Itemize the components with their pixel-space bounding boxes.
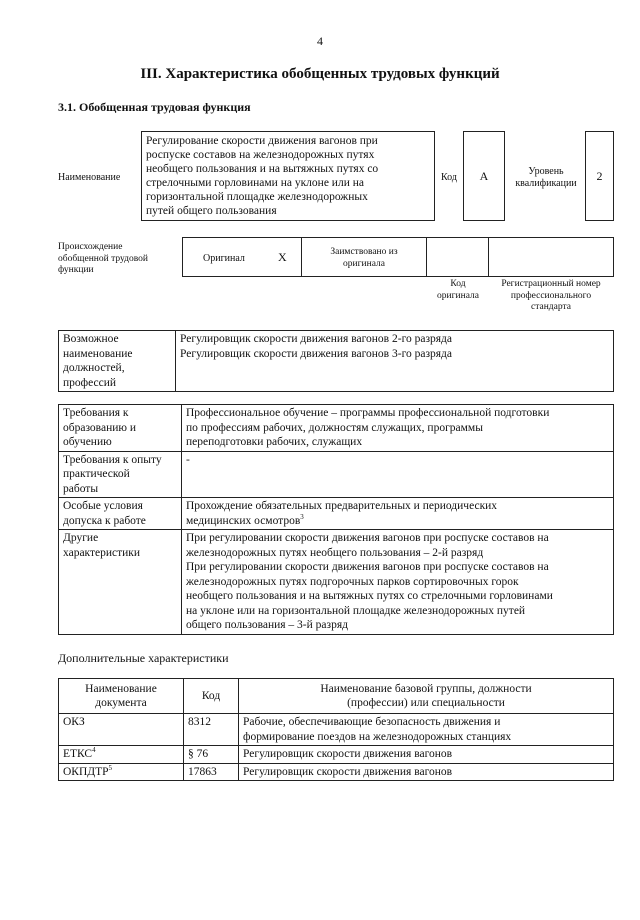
function-name-line: путей общего пользования xyxy=(146,205,277,217)
function-name-line: роспуске составов на железнодорожных путях xyxy=(146,149,375,161)
name-cell xyxy=(239,746,614,764)
requirement-value-line xyxy=(186,514,609,529)
page-number: 4 xyxy=(317,34,323,48)
function-name-line: Регулирование скорости движения вагонов при xyxy=(146,135,378,147)
header-name-line: Наименование базовой группы, должности xyxy=(320,682,532,695)
table-row xyxy=(59,498,614,530)
requirement-label-line: работы xyxy=(63,482,99,495)
origin-original-cell xyxy=(183,238,302,276)
requirement-label xyxy=(59,451,182,498)
header-name xyxy=(239,679,614,714)
requirement-value-line: - xyxy=(186,453,190,466)
position-item: Регулировщик скорости движения вагонов 2-го разряда xyxy=(180,333,453,345)
footnote-marker: 5 xyxy=(108,763,113,772)
table-row xyxy=(59,331,614,392)
origin-label-line: Происхождение xyxy=(58,242,123,252)
requirement-value xyxy=(182,498,614,530)
qualification-level-value: 2 xyxy=(585,131,614,221)
requirement-label xyxy=(59,405,182,452)
doc-name: ЕТКС xyxy=(63,748,93,760)
requirement-value-line: железнодорожных путях подгорочных парков сортировочных горок xyxy=(186,575,519,588)
requirement-value-text: медицинских осмотров xyxy=(186,514,301,527)
section-title: III. Характеристика обобщенных трудовых функций xyxy=(140,66,500,82)
footnote-marker: 3 xyxy=(300,512,304,521)
positions-label-line: должностей, xyxy=(63,362,125,374)
doc-name: ОКЗ xyxy=(63,716,85,728)
code-label: Код xyxy=(441,172,457,183)
code-cell: § 76 xyxy=(184,746,239,764)
origin-borrowed-label-line: Заимствовано из xyxy=(330,247,398,257)
requirement-label-line: Особые условия xyxy=(63,500,143,512)
origin-code-cell xyxy=(428,238,489,276)
table-row xyxy=(59,405,614,452)
registration-number-caption xyxy=(488,279,614,314)
origin-code-caption-line: оригинала xyxy=(437,290,479,301)
requirement-label-line: Требования к опыту xyxy=(63,453,162,466)
requirement-value-line: При регулировании скорости движения вагонов при роспуске составов на xyxy=(186,532,549,544)
origin-label xyxy=(58,242,148,277)
requirements-table xyxy=(58,404,614,635)
requirement-label xyxy=(59,498,182,530)
header-code: Код xyxy=(184,679,239,714)
requirement-label xyxy=(59,530,182,635)
registration-number-caption-line: Регистрационный номер xyxy=(501,279,601,289)
code-value: A xyxy=(463,131,505,221)
header-doc xyxy=(59,679,184,714)
positions-table xyxy=(58,330,614,392)
requirement-value xyxy=(182,530,614,635)
function-name-line: горизонтальной площадке железнодорожных xyxy=(146,191,368,203)
requirement-label-line: Требования к xyxy=(63,407,129,419)
qualification-level-label-line: квалификации xyxy=(515,178,577,189)
positions-values xyxy=(176,331,614,392)
name-line: Рабочие, обеспечивающие безопасность движения и xyxy=(243,716,501,728)
table-row xyxy=(59,530,614,635)
doc-name: ОКПДТР xyxy=(63,765,109,778)
header-doc-line: документа xyxy=(95,697,147,709)
table-row xyxy=(59,451,614,498)
requirement-value-line: общего пользования – 3-й разряд xyxy=(186,619,348,631)
function-name-line: необщего пользования и на вытяжных путях со xyxy=(146,163,379,175)
requirement-label-line: практической xyxy=(63,468,130,480)
positions-label-line: наименование xyxy=(63,347,133,360)
header-doc-line: Наименование xyxy=(85,682,157,695)
table-row xyxy=(59,714,614,746)
doc-cell xyxy=(59,763,184,781)
function-name-box xyxy=(141,131,435,221)
origin-original-label: Оригинал xyxy=(203,253,245,264)
additional-table xyxy=(58,678,614,781)
requirement-value-line: Профессиональное обучение – программы профессиональной подготовки xyxy=(186,407,550,419)
position-item: Регулировщик скорости движения вагонов 3-го разряда xyxy=(180,347,453,360)
requirement-label-line: допуска к работе xyxy=(63,514,146,527)
requirement-label-line: характеристики xyxy=(63,546,141,559)
qualification-level-label-line: Уровень xyxy=(528,166,564,177)
origin-label-line: обобщенной трудовой xyxy=(58,253,148,264)
table-row xyxy=(59,679,614,714)
name-cell xyxy=(239,763,614,781)
name-line: Регулировщик скорости движения вагонов xyxy=(243,748,453,760)
doc-cell xyxy=(59,746,184,764)
qualification-level-label xyxy=(508,166,584,190)
name-label: Наименование xyxy=(58,172,121,183)
name-line: формирование поездов на железнодорожных станциях xyxy=(243,730,512,743)
requirement-value-line: необщего пользования и на вытяжных путях со стрелочными горловинами xyxy=(186,590,553,602)
origin-table xyxy=(182,237,614,277)
footnote-marker: 4 xyxy=(92,746,96,755)
origin-label-line: функции xyxy=(58,265,94,275)
requirement-value-line: переподготовки рабочих, служащих xyxy=(186,436,363,448)
origin-original-mark: X xyxy=(278,250,287,264)
requirement-label-line: Другие xyxy=(63,532,99,544)
origin-code-caption-line: Код xyxy=(450,279,466,289)
registration-number-caption-line: стандарта xyxy=(531,302,571,312)
code-cell: 17863 xyxy=(184,763,239,781)
requirement-value-line: на уклоне или на горизонтальной площадке железнодорожных путей xyxy=(186,604,526,617)
requirement-value-line: При регулировании скорости движения вагонов при роспуске составов на xyxy=(186,561,549,573)
code-cell: 8312 xyxy=(184,714,239,746)
registration-number-caption-line: профессионального xyxy=(510,290,592,301)
requirement-value xyxy=(182,451,614,498)
positions-label xyxy=(59,331,176,392)
additional-caption: Дополнительные характеристики xyxy=(58,651,229,665)
requirement-value xyxy=(182,405,614,452)
requirement-label-line: образованию и xyxy=(63,421,136,434)
name-cell xyxy=(239,714,614,746)
doc-cell xyxy=(59,714,184,746)
origin-borrowed-cell xyxy=(302,238,427,276)
requirement-value-line: по профессиям рабочих, должностям служащих, программы xyxy=(186,421,483,434)
name-line: Регулировщик скорости движения вагонов xyxy=(243,765,453,778)
function-name-line: стрелочными горловинами на уклоне или на xyxy=(146,177,364,189)
positions-label-line: профессий xyxy=(63,376,117,389)
requirement-label-line: обучению xyxy=(63,436,112,448)
origin-code-caption xyxy=(428,279,488,302)
table-row xyxy=(59,746,614,764)
subsection-title: 3.1. Обобщенная трудовая функция xyxy=(58,100,251,114)
table-row xyxy=(59,763,614,781)
header-name-line: (профессии) или специальности xyxy=(347,697,505,709)
origin-borrowed-label-line: оригинала xyxy=(343,259,385,269)
positions-label-line: Возможное xyxy=(63,333,119,345)
requirement-value-line: железнодорожных путях необщего пользования – 2-й разряд xyxy=(186,546,484,559)
requirement-value-line: Прохождение обязательных предварительных и периодических xyxy=(186,500,498,512)
